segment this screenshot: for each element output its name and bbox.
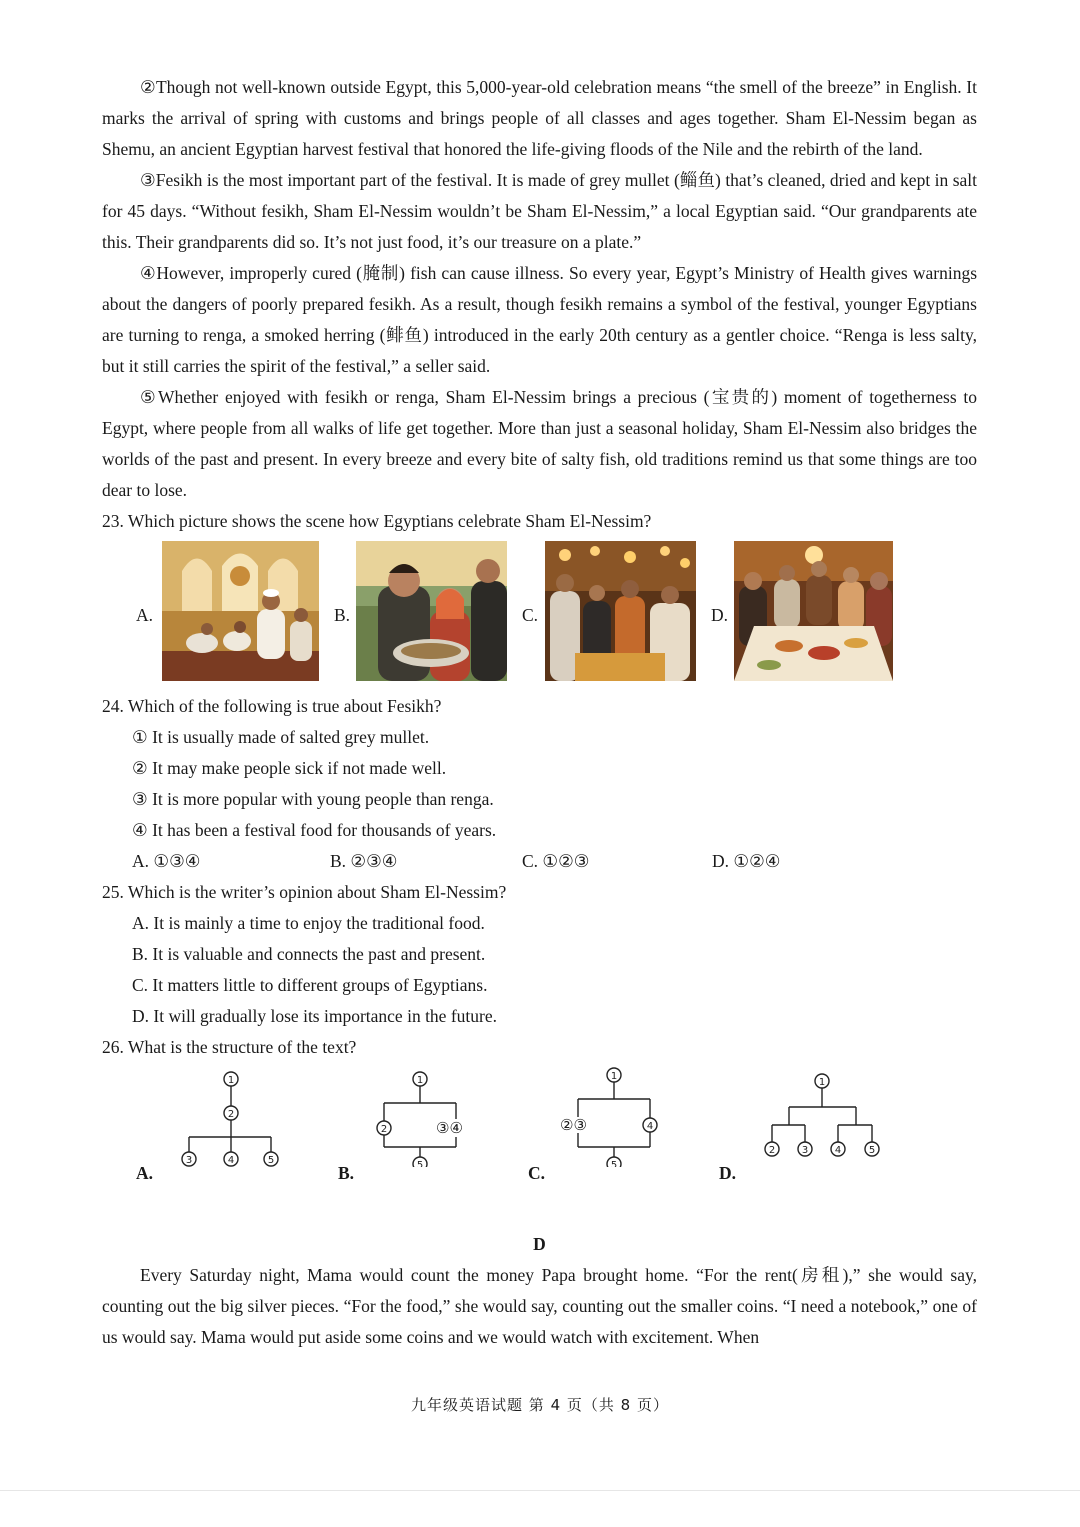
svg-text:1: 1 bbox=[227, 1075, 235, 1086]
svg-text:1: 1 bbox=[818, 1077, 826, 1088]
svg-text:4: 4 bbox=[227, 1155, 235, 1166]
picture-a-mosque-prayer[interactable] bbox=[162, 541, 319, 681]
picture-b-family-fish-meal[interactable] bbox=[356, 541, 507, 681]
q24-statement-4: ④ It has been a festival food for thousands of years. bbox=[132, 820, 497, 840]
q26-label-a: A. bbox=[136, 1163, 154, 1183]
q24-option-b[interactable]: B. ②③④ bbox=[330, 851, 398, 871]
question-26: 26. What is the structure of the text? bbox=[102, 1037, 357, 1057]
svg-text:5: 5 bbox=[416, 1160, 424, 1167]
q24-option-d[interactable]: D. ①②④ bbox=[712, 851, 781, 871]
section-d-paragraph: Every Saturday night, Mama would count the money Papa brought home. “For the rent(房租),” she would say, counting out the big silver pieces. “For the food,” she would say, counting out the smaller coins. “I need a notebook,” one of us would say. Mama would put aside some coins and we would watch with excitement. When bbox=[102, 1265, 977, 1347]
q26-label-d: D. bbox=[719, 1163, 737, 1183]
q24-option-c[interactable]: C. ①②③ bbox=[522, 851, 590, 871]
paragraph-4: ④However, improperly cured (腌制) fish can cause illness. So every year, Egypt’s Ministry of Health gives warnings about the dangers of poorly prepared fesikh. As a result, though fesikh remains a symbol of the festival, younger Egyptians are turning to renga, a smoked herring (鲱鱼) introduced in the early 20th century as a gentler choice. “Renga is less salty, but it still carries the spirit of the festival,” a seller said. bbox=[102, 263, 977, 376]
q26-label-b: B. bbox=[338, 1163, 355, 1183]
diagram-b-right-node: ③④ bbox=[436, 1119, 463, 1137]
question-25: 25. Which is the writer’s opinion about Sham El-Nessim? bbox=[102, 882, 507, 902]
q23-pictures bbox=[102, 541, 977, 691]
section-d-heading: D bbox=[533, 1234, 546, 1254]
svg-text:3: 3 bbox=[801, 1145, 809, 1156]
exam-page bbox=[102, 72, 977, 1353]
q23-label-b: B. bbox=[334, 605, 351, 625]
q23-label-c: C. bbox=[522, 605, 539, 625]
svg-text:3: 3 bbox=[185, 1155, 193, 1166]
picture-d-family-dinner-table[interactable] bbox=[734, 541, 893, 681]
q23-label-d: D. bbox=[711, 605, 729, 625]
svg-text:5: 5 bbox=[610, 1160, 618, 1167]
q26-label-c: C. bbox=[528, 1163, 546, 1183]
q24-choices bbox=[102, 846, 977, 877]
picture-c-market-crowd[interactable] bbox=[545, 541, 696, 681]
q25-option-c[interactable]: C. It matters little to different groups of Egyptians. bbox=[132, 975, 488, 995]
svg-text:4: 4 bbox=[646, 1121, 654, 1132]
q24-statement-1: ① It is usually made of salted grey mullet. bbox=[132, 727, 430, 747]
svg-text:2: 2 bbox=[227, 1109, 235, 1120]
svg-text:1: 1 bbox=[610, 1071, 618, 1082]
q25-option-a[interactable]: A. It is mainly a time to enjoy the traditional food. bbox=[132, 913, 485, 933]
structure-diagram-d[interactable] bbox=[762, 1067, 882, 1172]
q23-label-a: A. bbox=[136, 605, 154, 625]
svg-text:1: 1 bbox=[416, 1075, 424, 1086]
paragraph-5: ⑤Whether enjoyed with fesikh or renga, Sham El-Nessim brings a precious (宝贵的) moment of togetherness to Egypt, where people from all walks of life get together. More than just a seasonal holiday, Sham El-Nessim also bridges the worlds of the past and present. In every breeze and every bite of salty fish, old traditions remind us that some things are too dear to lose. bbox=[102, 387, 977, 500]
q24-statement-3: ③ It is more popular with young people than renga. bbox=[132, 789, 494, 809]
svg-text:5: 5 bbox=[868, 1145, 876, 1156]
paragraph-3: ③Fesikh is the most important part of the festival. It is made of grey mullet (鲻鱼) that’s cleaned, dried and kept in salt for 45 days. “Without fesikh, Sham El-Nessim wouldn’t be Sham El-Nessim,” a local Egyptian said. “Our grandparents ate this. Their grandparents did so. It’s not just food, it’s our treasure on a plate.” bbox=[102, 170, 977, 252]
q24-option-a[interactable]: A. ①③④ bbox=[132, 851, 201, 871]
question-23: 23. Which picture shows the scene how Egyptians celebrate Sham El-Nessim? bbox=[102, 511, 652, 531]
svg-text:2: 2 bbox=[380, 1124, 388, 1135]
structure-diagram-b[interactable] bbox=[374, 1067, 474, 1172]
structure-diagram-c[interactable] bbox=[560, 1067, 670, 1172]
svg-text:2: 2 bbox=[768, 1145, 776, 1156]
q25-option-d[interactable]: D. It will gradually lose its importance in the future. bbox=[132, 1006, 497, 1026]
page-footer: 九年级英语试题 第 4 页（共 8 页） bbox=[411, 1396, 669, 1414]
paragraph-2: ②Though not well-known outside Egypt, this 5,000-year-old celebration means “the smell of the breeze” in English. It marks the arrival of spring with customs and brings people of all classes and ages together. Sham El-Nessim began as Shemu, an ancient Egyptian harvest festival that honored the life-giving floods of the Nile and the rebirth of the land. bbox=[102, 77, 977, 159]
q26-diagrams bbox=[102, 1067, 977, 1207]
bottom-divider bbox=[0, 1490, 1080, 1491]
svg-text:5: 5 bbox=[267, 1155, 275, 1166]
question-24: 24. Which of the following is true about Fesikh? bbox=[102, 696, 442, 716]
q25-option-b[interactable]: B. It is valuable and connects the past and present. bbox=[132, 944, 486, 964]
q24-statement-2: ② It may make people sick if not made well. bbox=[132, 758, 447, 778]
structure-diagram-a[interactable] bbox=[177, 1067, 297, 1172]
svg-text:4: 4 bbox=[834, 1145, 842, 1156]
diagram-c-left-node: ②③ bbox=[560, 1116, 587, 1134]
